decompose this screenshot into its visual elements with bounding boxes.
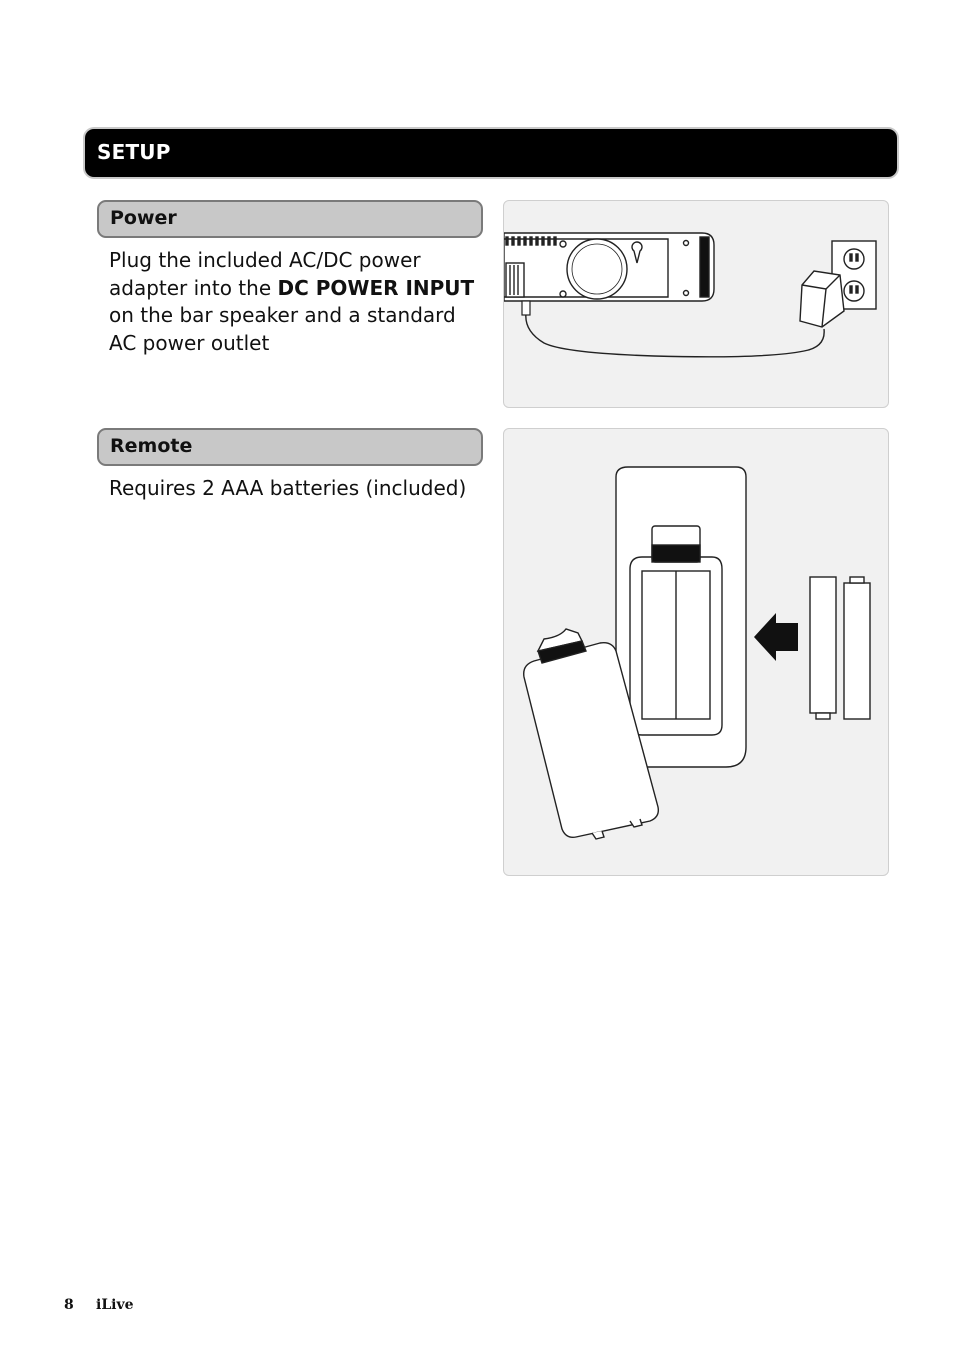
brand-name: iLive — [96, 1297, 134, 1313]
remote-battery-illustration — [504, 429, 888, 875]
remote-heading-box — [97, 428, 483, 466]
power-illustration-panel — [503, 200, 889, 408]
power-cable-icon — [526, 313, 824, 357]
section-title: SETUP — [97, 140, 171, 164]
section-header-bar — [85, 129, 897, 177]
power-heading-box — [97, 200, 483, 238]
remote-instructions: Requires 2 AAA batteries (included) — [109, 476, 467, 500]
power-text-start: Plug the included AC/DC power adapter into the — [109, 248, 421, 300]
remote-illustration-panel — [503, 428, 889, 876]
remote-heading: Remote — [110, 435, 193, 457]
power-heading: Power — [110, 207, 177, 229]
power-instructions — [109, 247, 481, 357]
page-number: 8 — [64, 1297, 74, 1313]
power-adapter-icon — [800, 271, 844, 327]
insert-arrow-icon — [754, 613, 798, 661]
speaker-icon — [504, 233, 714, 301]
aaa-batteries-icon — [810, 577, 870, 719]
power-text-bold: DC POWER INPUT — [277, 275, 475, 300]
power-text-end: on the bar speaker and a standard AC power outlet — [109, 303, 456, 355]
power-connection-illustration — [504, 201, 888, 407]
